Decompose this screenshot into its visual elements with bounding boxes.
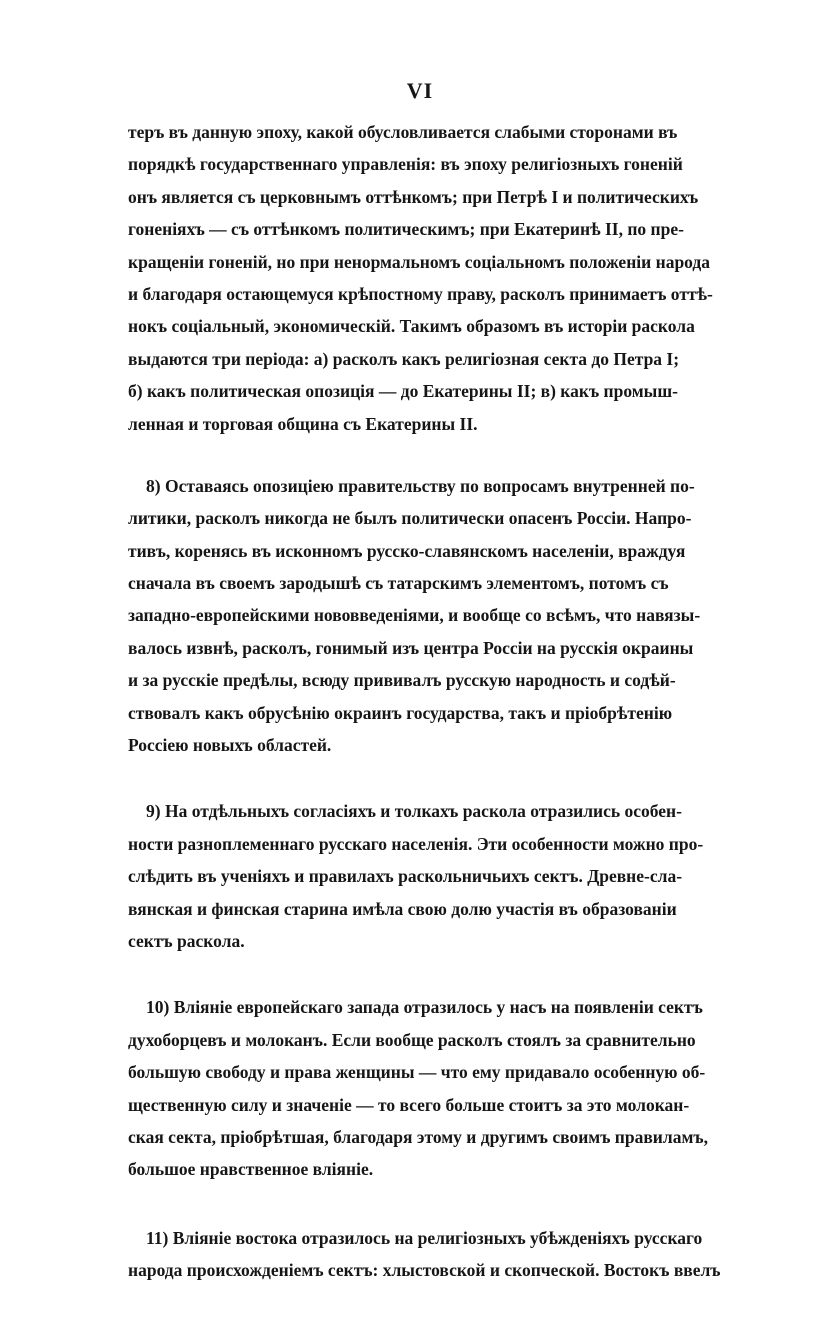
text-line: тивъ, коренясь въ исконномъ русско-славянскомъ населеніи, враждуя [128,540,686,561]
text-line: литики, расколъ никогда не былъ политически опасенъ Россіи. Напро- [128,508,692,529]
body-text [128,116,721,1325]
text-line: кращеніи гоненій, но при ненормальномъ соціальномъ положеніи народа [128,251,711,272]
text-line: онъ является съ церковнымъ оттѣнкомъ; при Петрѣ I и политическихъ [128,186,699,207]
text-line: ленная и торговая община съ Екатерины II. [128,413,478,434]
text-line: большое нравственное вліяніе. [128,1159,374,1180]
text-line: духоборцевъ и молоканъ. Если вообще расколъ стоялъ за сравнительно [128,1029,696,1050]
text-line: валось извнѣ, расколъ, гонимый изъ центра Россіи на русскія окраины [128,637,694,658]
text-line: б) какъ политическая опозиція — до Екатерины II; в) какъ промыш- [128,381,678,402]
text-line: сначала въ своемъ зародышѣ съ татарскимъ элементомъ, потомъ съ [128,573,669,594]
text-line: большую свободу и права женщины — что ему придавало особенную об- [128,1062,706,1083]
paragraph-10 [128,991,708,1185]
text-line: Россіею новыхъ областей. [128,735,332,756]
text-line: 8) Оставаясь опозиціею правительству по вопросамъ внутренней по- [146,475,695,496]
text-line: порядкѣ государственнаго управленія: въ эпоху религіозныхъ гоненій [128,154,683,175]
paragraph-8 [128,470,701,762]
text-line: 9) На отдѣльныхъ согласіяхъ и толкахъ раскола отразились особен- [146,801,682,822]
text-line: 11) Вліяніе востока отразилось на религіозныхъ убѣжденіяхъ русскаго [146,1227,703,1248]
text-line: нокъ соціальный, экономическій. Такимъ образомъ въ исторіи раскола [128,316,695,337]
text-line: ности разноплеменнаго русскаго населенія. Эти особенности можно про- [128,833,704,854]
text-line: теръ въ данную эпоху, какой обусловливается слабыми сторонами въ [128,122,678,142]
paragraph-11 [128,1222,721,1287]
text-line: выдаются три періода: а) расколъ какъ религіозная секта до Петра I; [128,348,680,369]
text-line: слѣдить въ ученіяхъ и правилахъ раскольничьихъ сектъ. Древне-сла- [128,866,683,887]
text-line: народа происхожденіемъ сектъ: хлыстовской и скопческой. Востокъ ввелъ [128,1260,721,1281]
paragraph-9 [128,795,704,957]
text-line: и благодаря остающемуся крѣпостному праву, расколъ принимаетъ оттѣ- [128,283,713,304]
text-line: гоненіяхъ — съ оттѣнкомъ политическимъ; при Екатеринѣ II, по пре- [128,219,684,240]
text-line: 10) Вліяніе европейскаго запада отразилось у насъ на появленіи сектъ [146,997,703,1018]
text-line: и за русскіе предѣлы, всюду прививалъ русскую народность и содѣй- [128,670,676,691]
text-line: западно-европейскими нововведеніями, и вообще со всѣмъ, что навязы- [128,605,701,626]
text-line: ствовалъ какъ обрусѣнію окраинъ государства, такъ и пріобрѣтенію [128,702,673,723]
text-line: ская секта, пріобрѣтшая, благодаря этому и другимъ своимъ правиламъ, [128,1126,708,1147]
text-line: щественную силу и значеніе — то всего больше стоитъ за это молокан- [128,1094,690,1115]
text-line: сектъ раскола. [128,930,245,951]
page-number: VI [406,78,434,103]
text-line: вянская и финская старина имѣла свою долю участія въ образованіи [128,898,677,919]
paragraph-7-continuation [128,116,713,440]
